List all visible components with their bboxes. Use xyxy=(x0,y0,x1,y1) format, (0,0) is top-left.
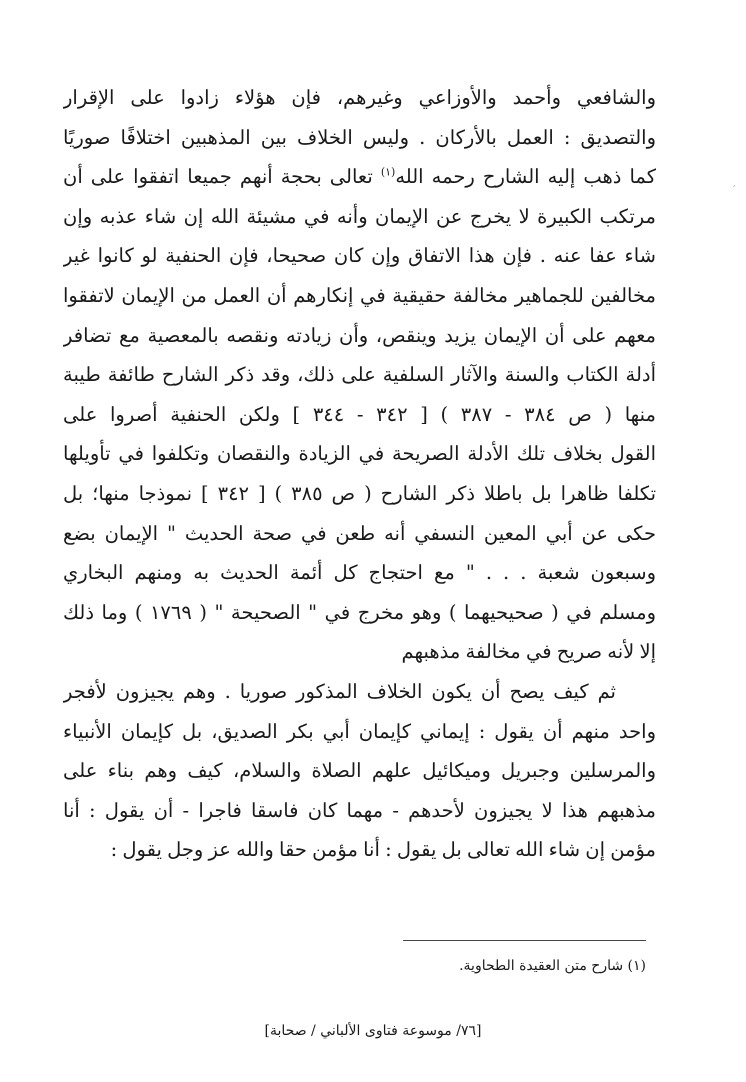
text-segment: تعالى بحجة أنهم جميعا اتفقوا على أن xyxy=(63,165,381,189)
text-line: حكى عن أبي المعين النسفي أنه طعن في صحة الحديث " الإيمان بضع xyxy=(63,521,656,545)
footnote: (١) شارح متن العقيدة الطحاوية. xyxy=(459,958,646,974)
text-line: والشافعي وأحمد والأوزاعي وغيرهم، فإن هؤلاء زادوا على الإقرار xyxy=(63,86,656,109)
text-line: ثم كيف يصح أن يكون الخلاف المذكور صوريا . وهم يجيزون لأفجر xyxy=(63,679,616,703)
text-line: إلا لأنه صريح في مخالفة مذهبهم xyxy=(401,640,656,664)
body-text xyxy=(63,78,656,870)
text-line: والتصديق : العمل بالأركان . وليس الخلاف بين المذهبين اختلافًا صوريًا xyxy=(63,125,656,149)
text-line: ومسلم في ( صحيحيهما ) وهو مخرج في " الصحيحة " ( ١٧٦٩ ) وما ذلك xyxy=(63,600,656,624)
text-line: وسبعون شعبة . . . " مع احتجاج كل أئمة الحديث به ومنهم البخاري xyxy=(63,561,656,585)
text-line: معهم على أن الإيمان يزيد وينقص، وأن زيادته ونقصه بالمعصية مع تضافر xyxy=(63,323,656,347)
text-segment: كما ذهب إليه الشارح رحمه الله xyxy=(395,165,656,189)
text-line: تكلفا ظاهرا بل باطلا ذكر الشارح ( ص ٣٨٥ ) [ ٣٤٢ ] نموذجا منها؛ بل xyxy=(63,481,656,505)
text-line: منها ( ص ٣٨٤ - ٣٨٧ ) [ ٣٤٢ - ٣٤٤ ] ولكن الحنفية أصروا على xyxy=(63,402,656,426)
margin-mark: , xyxy=(733,179,736,188)
text-line: مذهبهم هذا لا يجيزون لأحدهم - مهما كان فاسقا فاجرا - أن يقول : أنا xyxy=(63,798,656,822)
text-line: مخالفين للجماهير مخالفة حقيقية في إنكارهم أن العمل من الإيمان لاتفقوا xyxy=(63,283,656,307)
footnote-divider xyxy=(403,940,646,941)
text-line: مرتكب الكبيرة لا يخرج عن الإيمان وأنه في مشيئة الله إن شاء عذبه وإن xyxy=(63,204,656,228)
text-line: واحد منهم أن يقول : إيماني كإيمان أبي بكر الصديق، بل كإيمان الأنبياء xyxy=(63,719,656,743)
text-line xyxy=(63,157,656,197)
page-footer: [٧٦/ موسوعة فتاوى الألباني / صحابة] xyxy=(264,1023,482,1039)
text-line: شاء عفا عنه . فإن هذا الاتفاق وإن كان صحيحا، فإن الحنفية لو كانوا غير xyxy=(63,244,656,268)
text-line: والمرسلين وجبريل وميكائيل علهم الصلاة والسلام، كيف وهم بناء على xyxy=(63,759,656,783)
text-line: مؤمن إن شاء الله تعالى بل يقول : أنا مؤمن حقا والله عز وجل يقول : xyxy=(110,838,656,862)
footnote-reference[interactable]: (١) xyxy=(380,165,396,179)
text-line: القول بخلاف تلك الأدلة الصريحة في الزيادة والنقصان وتكلفوا في تأويلها xyxy=(63,442,656,466)
text-line: أدلة الكتاب والسنة والآثار السلفية على ذلك، وقد ذكر الشارح طائفة طيبة xyxy=(63,363,656,387)
